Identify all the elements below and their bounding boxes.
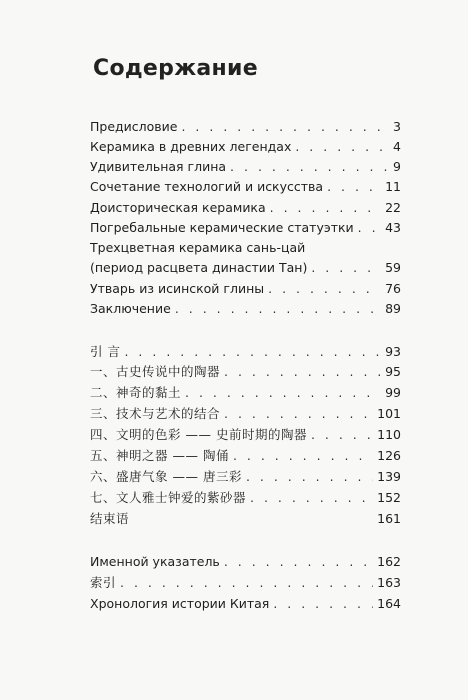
toc-entry-label: Сочетание технологий и искусства xyxy=(90,179,324,194)
toc-leader-dots xyxy=(358,218,381,238)
toc-entry xyxy=(90,446,401,466)
toc-entry-label: Доисторическая керамика xyxy=(90,200,266,215)
toc-page-number: 126 xyxy=(377,448,401,463)
toc-entry-label-first-line: Трехцветная керамика сань-цай xyxy=(90,240,306,255)
toc-entry xyxy=(90,137,401,157)
toc-page-number: 9 xyxy=(393,159,401,174)
toc-entry-label: 一、古史传说中的陶器 xyxy=(90,364,221,379)
toc-entry xyxy=(90,198,401,218)
toc-entry xyxy=(90,177,401,197)
toc-entry xyxy=(90,594,401,614)
toc-entry xyxy=(90,552,401,572)
toc-entry-label: 六、盛唐气象 —— 唐三彩 xyxy=(90,469,242,484)
toc-entry xyxy=(90,342,401,362)
toc-leader-dots xyxy=(224,362,381,382)
toc-entry-label: 索引 xyxy=(90,575,117,590)
toc-entry-label: Предисловие xyxy=(90,119,178,134)
toc-page-number: 89 xyxy=(385,301,401,316)
toc-page-number: 59 xyxy=(385,260,401,275)
toc-entry-label: Утварь из исинской глины xyxy=(90,281,265,296)
toc-entry-label: (период расцвета династии Тан) xyxy=(90,260,308,275)
toc-page-number: 43 xyxy=(385,220,401,235)
toc-entry xyxy=(90,299,401,319)
toc-page-number: 164 xyxy=(377,596,401,611)
toc-entry xyxy=(90,509,401,529)
toc-page-number: 101 xyxy=(377,406,401,421)
toc-entry xyxy=(90,258,401,278)
toc-entry xyxy=(90,488,401,508)
toc-entry xyxy=(90,467,401,487)
toc-entry-label: Заключение xyxy=(90,301,171,316)
toc-entry xyxy=(90,573,401,593)
toc-leader-dots xyxy=(224,404,373,424)
toc-leader-dots xyxy=(250,488,373,508)
toc-leader-dots xyxy=(124,342,381,362)
toc-page-number: 22 xyxy=(385,200,401,215)
toc-leader-dots xyxy=(246,467,373,487)
toc-entry-label: Керамика в древних легендах xyxy=(90,139,292,154)
toc-entry xyxy=(90,383,401,403)
toc-leader-dots xyxy=(185,383,381,403)
toc-page-number: 95 xyxy=(385,364,401,379)
toc-leader-dots xyxy=(181,117,389,137)
toc-entry-label: 三、技术与艺术的结合 xyxy=(90,406,221,421)
toc-entry-label: 二、神奇的黏土 xyxy=(90,385,182,400)
toc-page-number: 4 xyxy=(393,139,401,154)
toc-page-number: 93 xyxy=(385,344,401,359)
toc-entry-label: 引 言 xyxy=(90,344,121,359)
toc-leader-dots xyxy=(175,299,381,319)
toc-leader-dots xyxy=(268,279,381,299)
toc-page-number: 3 xyxy=(393,119,401,134)
toc-page-number: 162 xyxy=(377,554,401,569)
toc-entry-label: Хронология истории Китая xyxy=(90,596,270,611)
toc-entry-label: 七、文人雅士钟爱的紫砂器 xyxy=(90,490,247,505)
toc-leader-dots xyxy=(230,157,389,177)
toc-entry xyxy=(90,362,401,382)
toc-entry xyxy=(90,404,401,424)
toc-page-number: 139 xyxy=(377,469,401,484)
toc-page-number: 110 xyxy=(377,427,401,442)
toc-page-number: 11 xyxy=(385,179,401,194)
toc-entry xyxy=(90,425,401,445)
toc-leader-dots xyxy=(273,594,373,614)
toc-entry xyxy=(90,157,401,177)
toc-entry-label: Удивительная глина xyxy=(90,159,227,174)
toc-page-number: 161 xyxy=(377,511,401,526)
toc-leader-dots xyxy=(311,425,373,445)
page-title: Содержание xyxy=(93,56,258,81)
toc-leader-dots xyxy=(311,258,381,278)
toc-entry xyxy=(90,218,401,238)
toc-leader-dots xyxy=(295,137,389,157)
toc-entry-label: Погребальные керамические статуэтки xyxy=(90,220,354,235)
toc-page-number: 163 xyxy=(377,575,401,590)
toc-leader-dots xyxy=(327,177,381,197)
toc-leader-dots xyxy=(270,198,381,218)
toc-leader-dots xyxy=(224,552,373,572)
toc-entry xyxy=(90,117,401,137)
toc-page-number: 152 xyxy=(377,490,401,505)
toc-page-number: 76 xyxy=(385,281,401,296)
toc-entry-label: Именной указатель xyxy=(90,554,220,569)
toc-entry-label: 四、文明的色彩 —— 史前时期的陶器 xyxy=(90,427,307,442)
toc-leader-dots xyxy=(120,573,373,593)
toc-entry-label: 五、神明之器 —— 陶俑 xyxy=(90,448,229,463)
toc-entry xyxy=(90,279,401,299)
toc-leader-dots xyxy=(233,446,373,466)
toc-page-number: 99 xyxy=(385,385,401,400)
toc-entry-label: 结束语 xyxy=(90,511,130,526)
